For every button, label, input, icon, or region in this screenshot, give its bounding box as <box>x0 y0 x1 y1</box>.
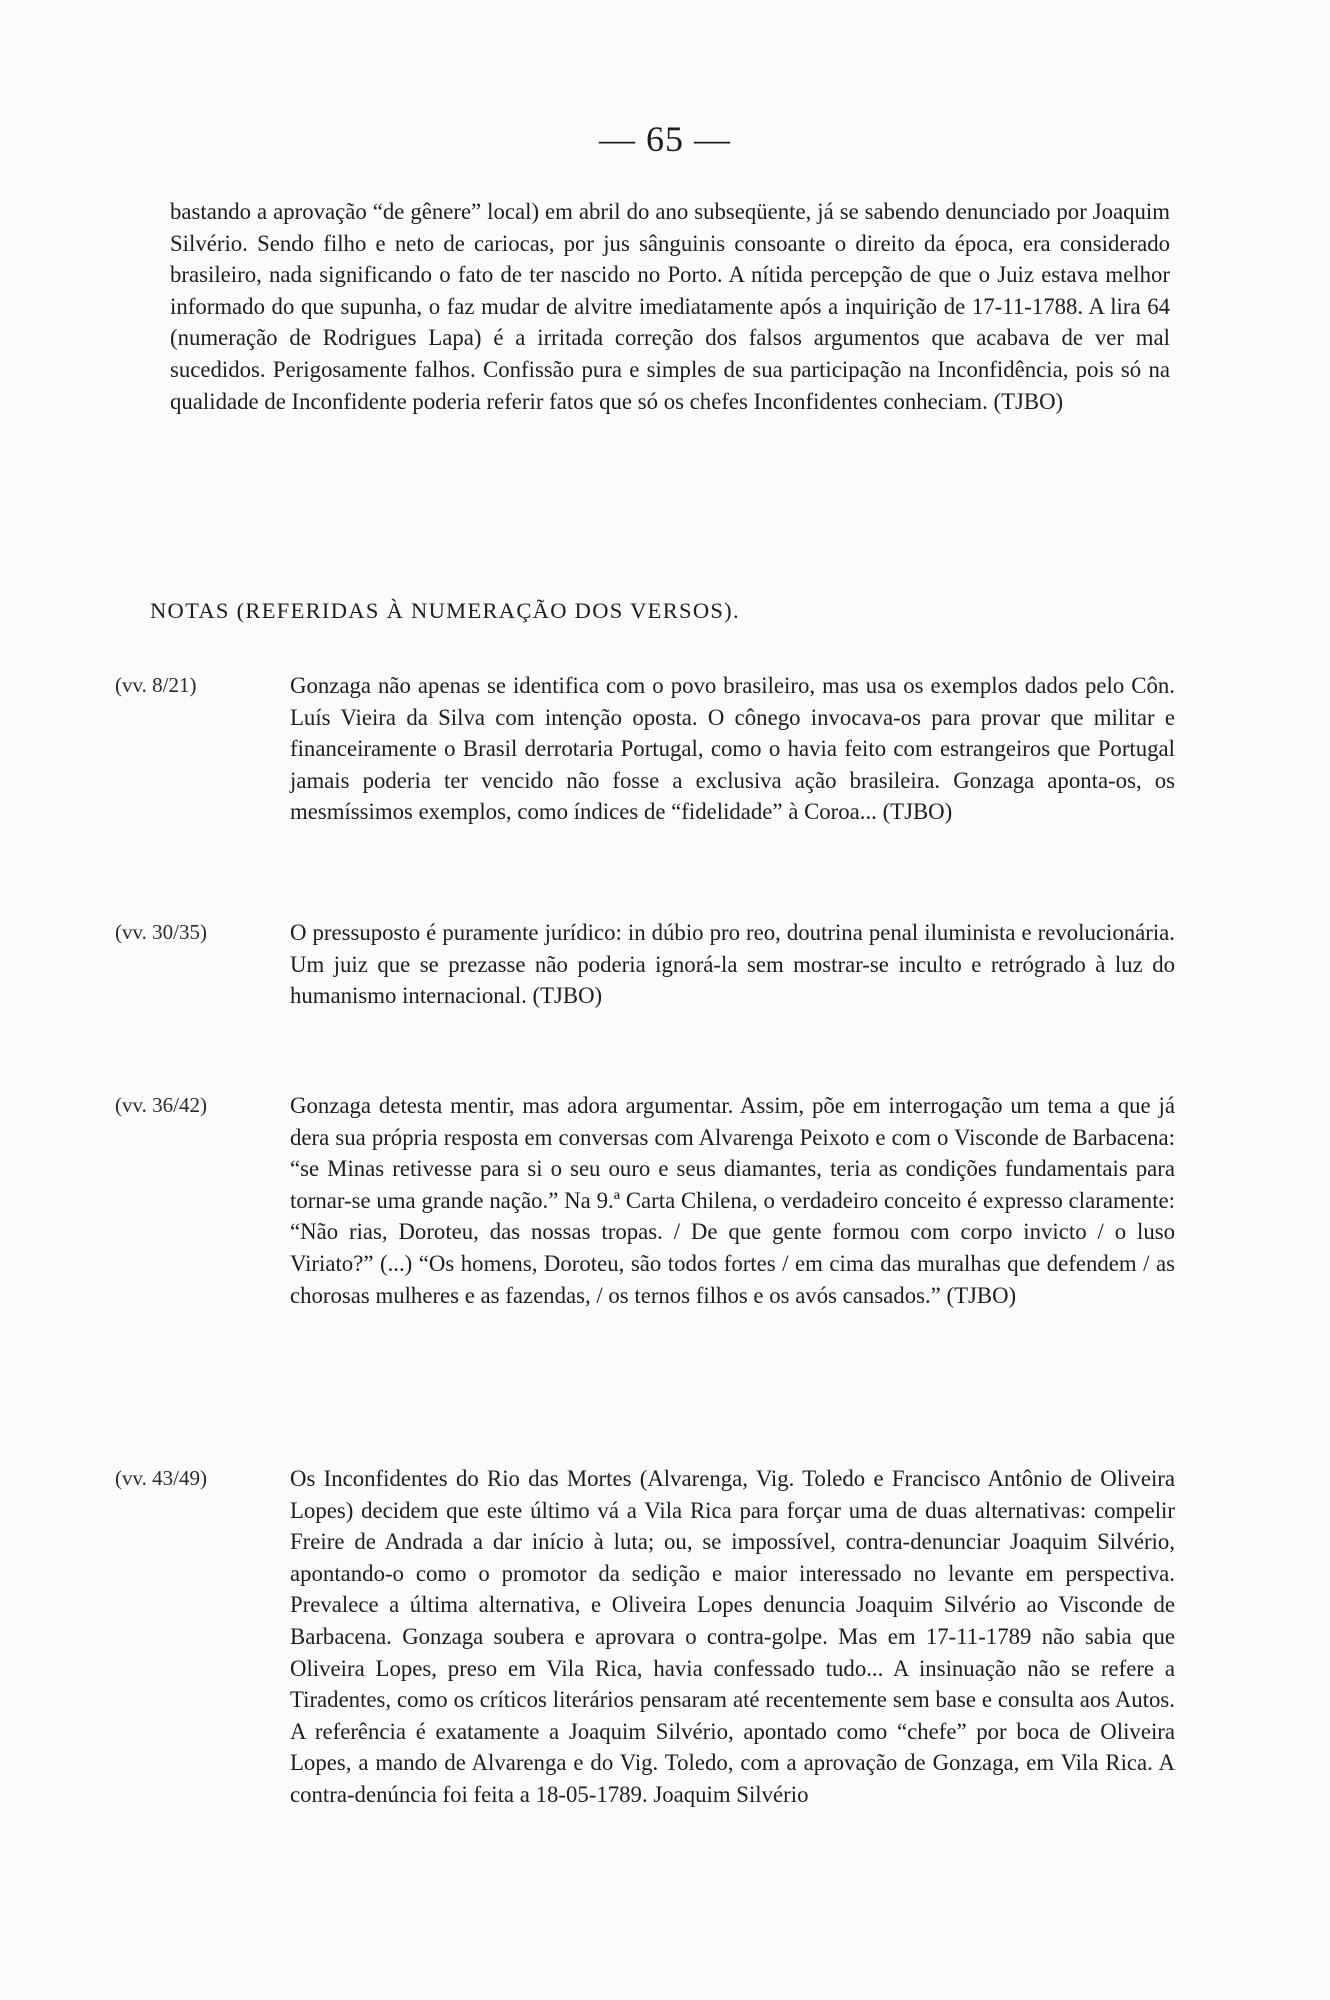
intro-paragraph: bastando a aprovação “de gênere” local) em abril do ano subseqüente, já se sabendo denunciado por Joaquim Silvério. Sendo filho e neto de cariocas, por jus sânguinis consoante o direito da época, era considerado brasileiro, nada significando o fato de ter nascido no Porto. A nítida percepção de que o Juiz estava melhor informado do que supunha, o faz mudar de alvitre imediatamente após a inquirição de 17-11-1788. A lira 64 (numeração de Rodrigues Lapa) é a irritada correção dos falsos argumentos que acabava de ver mal sucedidos. Perigosamente falhos. Confissão pura e simples de sua participação na Inconfidência, pois só na qualidade de Inconfidente poderia referir fatos que só os chefes Inconfidentes conheciam. (TJBO) <box>170 199 1170 414</box>
note-text: Gonzaga não apenas se identifica com o povo brasileiro, mas usa os exemplos dados pelo Côn. Luís Vieira da Silva com intenção oposta. O cônego invocava-os para provar que militar e financeiramente o Brasil derrotaria Portugal, como o havia feito com estrangeiros que Portugal jamais poderia ter vencido não fosse a exclusiva ação brasileira. Gonzaga aponta-os, os mesmíssimos exemplos, como índices de “fidelidade” à Coroa... (TJBO) <box>290 673 1175 825</box>
notes-heading: NOTAS (REFERIDAS À NUMERAÇÃO DOS VERSOS). <box>150 598 740 623</box>
page-number: — 65 — <box>599 119 731 159</box>
note-text: O pressuposto é puramente jurídico: in dúbio pro reo, doutrina penal iluminista e revolucionária. Um juiz que se prezasse não poderia ignorá-la sem mostrar-se inculto e retrógrado à luz do humanismo internacional. (TJBO) <box>290 920 1175 1009</box>
note-verse-ref: (vv. 8/21) <box>115 673 197 697</box>
note-verse-ref: (vv. 43/49) <box>115 1466 207 1490</box>
note-text: Gonzaga detesta mentir, mas adora argumentar. Assim, põe em interrogação um tema a que já dera sua própria resposta em conversas com Alvarenga Peixoto e com o Visconde de Barbacena: “se Minas retivesse para si o seu ouro e seus diamantes, teria as condições fundamentais para tornar-se uma grande nação.” Na 9.ª Carta Chilena, o verdadeiro conceito é expresso claramente: “Não rias, Doroteu, das nossas tropas. / De que gente formou com corpo invicto / o luso Viriato?” (...) “Os homens, Doroteu, são todos fortes / em cima das muralhas que defendem / as chorosas mulheres e as fazendas, / os ternos filhos e os avós cansados.” (TJBO) <box>290 1093 1175 1308</box>
note-text: Os Inconfidentes do Rio das Mortes (Alvarenga, Vig. Toledo e Francisco Antônio de Oliveira Lopes) decidem que este último vá a Vila Rica para forçar uma de duas alternativas: compelir Freire de Andrada a dar início à luta; ou, se impossível, contra-denunciar Joaquim Silvério, apontando-o como o promotor da sedição e maior interessado no levante em perspectiva. Prevalece a última alternativa, e Oliveira Lopes denuncia Joaquim Silvério ao Visconde de Barbacena. Gonzaga soubera e aprovara o contra-golpe. Mas em 17-11-1789 não sabia que Oliveira Lopes, preso em Vila Rica, havia confessado tudo... A insinuação não se refere a Tiradentes, como os críticos literários pensaram até recentemente sem base e consulta aos Autos. A referência é exatamente a Joaquim Silvério, apontado como “chefe” por boca de Oliveira Lopes, a mando de Alvarenga e do Vig. Toledo, com a aprovação de Gonzaga, em Vila Rica. A contra-denúncia foi feita a 18-05-1789. Joaquim Silvério <box>290 1466 1175 1807</box>
note-verse-ref: (vv. 30/35) <box>115 920 207 944</box>
note-verse-ref: (vv. 36/42) <box>115 1093 207 1117</box>
